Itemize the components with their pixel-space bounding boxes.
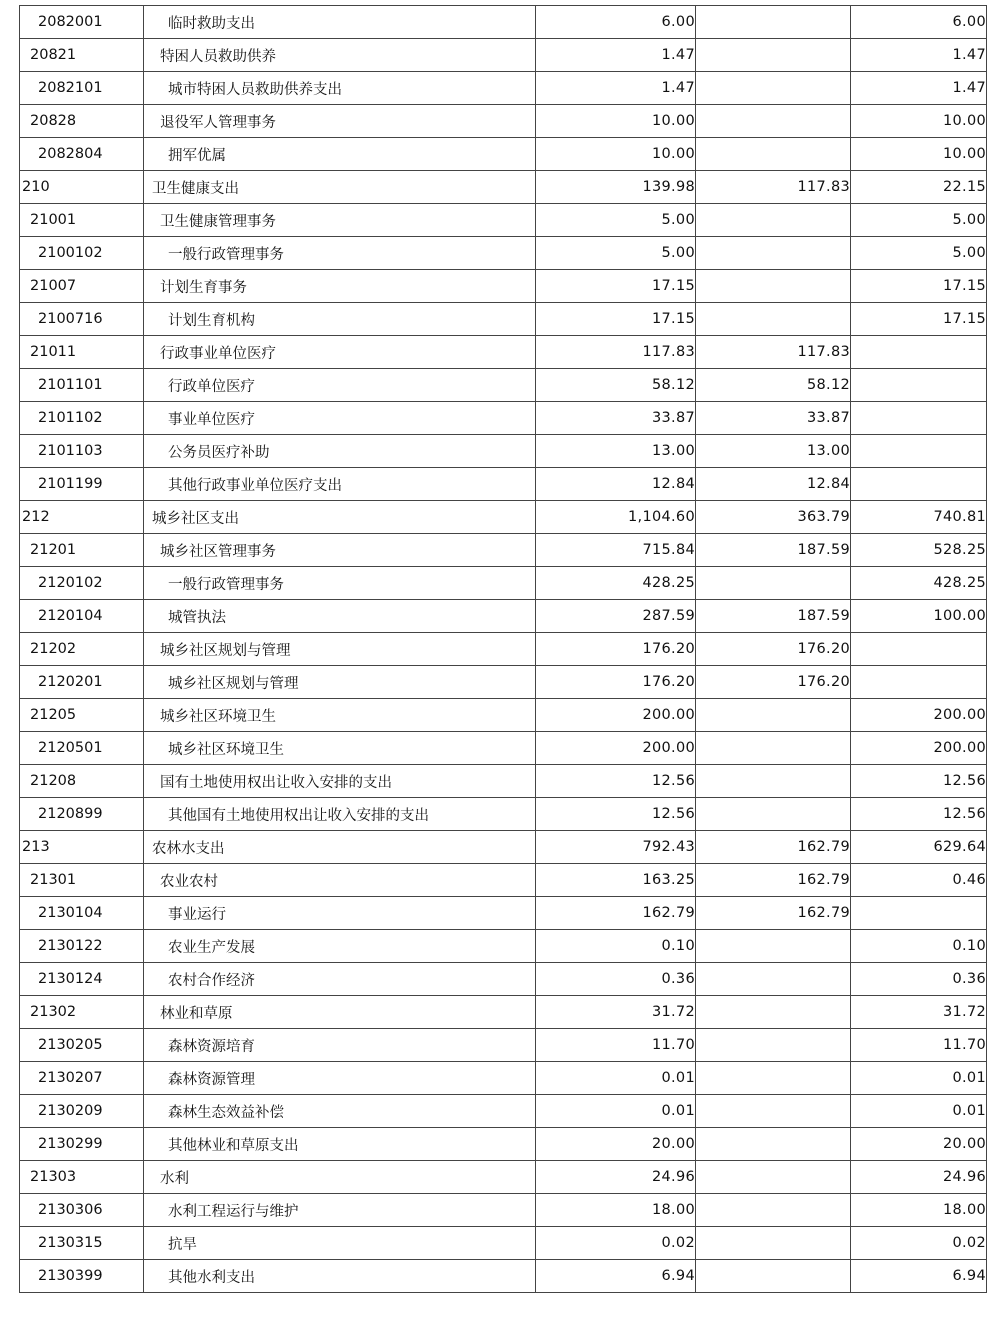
project-expenditure-cell: 24.96 bbox=[851, 1161, 987, 1194]
subject-code-cell: 2130306 bbox=[20, 1194, 144, 1227]
subject-name-cell: 林业和草原 bbox=[144, 996, 536, 1029]
subject-name-cell: 行政事业单位医疗 bbox=[144, 336, 536, 369]
basic-expenditure-cell: 363.79 bbox=[696, 501, 851, 534]
project-expenditure-cell: 6.94 bbox=[851, 1260, 987, 1293]
total-amount-cell: 17.15 bbox=[536, 303, 696, 336]
project-expenditure-cell: 0.01 bbox=[851, 1095, 987, 1128]
subject-code-cell: 20828 bbox=[20, 105, 144, 138]
project-expenditure-cell bbox=[851, 336, 987, 369]
subject-code-cell: 21202 bbox=[20, 633, 144, 666]
basic-expenditure-cell bbox=[696, 930, 851, 963]
subject-code-cell: 2120899 bbox=[20, 798, 144, 831]
project-expenditure-cell: 22.15 bbox=[851, 171, 987, 204]
subject-code-cell: 21301 bbox=[20, 864, 144, 897]
subject-code-cell: 20821 bbox=[20, 39, 144, 72]
subject-name-cell: 城乡社区环境卫生 bbox=[144, 732, 536, 765]
project-expenditure-cell: 20.00 bbox=[851, 1128, 987, 1161]
total-amount-cell: 162.79 bbox=[536, 897, 696, 930]
subject-name-cell: 国有土地使用权出让收入安排的支出 bbox=[144, 765, 536, 798]
subject-name-cell: 森林生态效益补偿 bbox=[144, 1095, 536, 1128]
subject-code-cell: 2130299 bbox=[20, 1128, 144, 1161]
table-row bbox=[20, 138, 987, 171]
project-expenditure-cell: 200.00 bbox=[851, 732, 987, 765]
total-amount-cell: 0.10 bbox=[536, 930, 696, 963]
subject-code-cell: 2120201 bbox=[20, 666, 144, 699]
subject-name-cell: 农林水支出 bbox=[144, 831, 536, 864]
subject-name-cell: 城乡社区管理事务 bbox=[144, 534, 536, 567]
project-expenditure-cell: 200.00 bbox=[851, 699, 987, 732]
basic-expenditure-cell bbox=[696, 237, 851, 270]
basic-expenditure-cell: 117.83 bbox=[696, 336, 851, 369]
subject-name-cell: 其他林业和草原支出 bbox=[144, 1128, 536, 1161]
total-amount-cell: 58.12 bbox=[536, 369, 696, 402]
basic-expenditure-cell bbox=[696, 1029, 851, 1062]
total-amount-cell: 139.98 bbox=[536, 171, 696, 204]
table-row bbox=[20, 732, 987, 765]
project-expenditure-cell bbox=[851, 633, 987, 666]
table-row bbox=[20, 765, 987, 798]
total-amount-cell: 200.00 bbox=[536, 699, 696, 732]
subject-code-cell: 2100716 bbox=[20, 303, 144, 336]
project-expenditure-cell: 1.47 bbox=[851, 72, 987, 105]
project-expenditure-cell: 0.46 bbox=[851, 864, 987, 897]
subject-name-cell: 一般行政管理事务 bbox=[144, 237, 536, 270]
total-amount-cell: 117.83 bbox=[536, 336, 696, 369]
basic-expenditure-cell bbox=[696, 1194, 851, 1227]
project-expenditure-cell: 0.10 bbox=[851, 930, 987, 963]
project-expenditure-cell: 12.56 bbox=[851, 765, 987, 798]
table-row bbox=[20, 1227, 987, 1260]
basic-expenditure-cell: 12.84 bbox=[696, 468, 851, 501]
subject-code-cell: 2130104 bbox=[20, 897, 144, 930]
basic-expenditure-cell bbox=[696, 1161, 851, 1194]
subject-code-cell: 21205 bbox=[20, 699, 144, 732]
project-expenditure-cell: 17.15 bbox=[851, 303, 987, 336]
project-expenditure-cell: 629.64 bbox=[851, 831, 987, 864]
subject-name-cell: 农业生产发展 bbox=[144, 930, 536, 963]
table-row bbox=[20, 402, 987, 435]
table-row bbox=[20, 897, 987, 930]
table-row bbox=[20, 501, 987, 534]
subject-name-cell: 退役军人管理事务 bbox=[144, 105, 536, 138]
basic-expenditure-cell: 13.00 bbox=[696, 435, 851, 468]
project-expenditure-cell: 17.15 bbox=[851, 270, 987, 303]
basic-expenditure-cell: 176.20 bbox=[696, 666, 851, 699]
subject-code-cell: 2120501 bbox=[20, 732, 144, 765]
table-row bbox=[20, 666, 987, 699]
subject-code-cell: 21011 bbox=[20, 336, 144, 369]
subject-name-cell: 农业农村 bbox=[144, 864, 536, 897]
basic-expenditure-cell bbox=[696, 39, 851, 72]
total-amount-cell: 31.72 bbox=[536, 996, 696, 1029]
basic-expenditure-cell bbox=[696, 765, 851, 798]
table-row bbox=[20, 1029, 987, 1062]
basic-expenditure-cell: 162.79 bbox=[696, 897, 851, 930]
table-row bbox=[20, 468, 987, 501]
total-amount-cell: 13.00 bbox=[536, 435, 696, 468]
table-row bbox=[20, 237, 987, 270]
total-amount-cell: 0.36 bbox=[536, 963, 696, 996]
total-amount-cell: 33.87 bbox=[536, 402, 696, 435]
subject-name-cell: 城乡社区环境卫生 bbox=[144, 699, 536, 732]
subject-name-cell: 事业运行 bbox=[144, 897, 536, 930]
subject-name-cell: 农村合作经济 bbox=[144, 963, 536, 996]
basic-expenditure-cell bbox=[696, 204, 851, 237]
subject-code-cell: 2101103 bbox=[20, 435, 144, 468]
subject-name-cell: 城乡社区规划与管理 bbox=[144, 633, 536, 666]
project-expenditure-cell bbox=[851, 402, 987, 435]
subject-code-cell: 2130399 bbox=[20, 1260, 144, 1293]
total-amount-cell: 176.20 bbox=[536, 633, 696, 666]
total-amount-cell: 0.01 bbox=[536, 1095, 696, 1128]
total-amount-cell: 163.25 bbox=[536, 864, 696, 897]
total-amount-cell: 6.00 bbox=[536, 6, 696, 39]
total-amount-cell: 12.56 bbox=[536, 765, 696, 798]
subject-code-cell: 212 bbox=[20, 501, 144, 534]
project-expenditure-cell: 100.00 bbox=[851, 600, 987, 633]
subject-code-cell: 2130124 bbox=[20, 963, 144, 996]
table-row bbox=[20, 105, 987, 138]
project-expenditure-cell bbox=[851, 435, 987, 468]
table-row bbox=[20, 534, 987, 567]
table-row bbox=[20, 930, 987, 963]
table-row bbox=[20, 963, 987, 996]
subject-code-cell: 2130315 bbox=[20, 1227, 144, 1260]
basic-expenditure-cell: 187.59 bbox=[696, 600, 851, 633]
basic-expenditure-cell bbox=[696, 567, 851, 600]
subject-code-cell: 21201 bbox=[20, 534, 144, 567]
basic-expenditure-cell bbox=[696, 1128, 851, 1161]
table-row bbox=[20, 600, 987, 633]
total-amount-cell: 17.15 bbox=[536, 270, 696, 303]
total-amount-cell: 428.25 bbox=[536, 567, 696, 600]
subject-name-cell: 卫生健康管理事务 bbox=[144, 204, 536, 237]
subject-name-cell: 卫生健康支出 bbox=[144, 171, 536, 204]
total-amount-cell: 0.01 bbox=[536, 1062, 696, 1095]
table-row bbox=[20, 831, 987, 864]
project-expenditure-cell: 10.00 bbox=[851, 105, 987, 138]
basic-expenditure-cell bbox=[696, 303, 851, 336]
project-expenditure-cell: 0.36 bbox=[851, 963, 987, 996]
project-expenditure-cell: 740.81 bbox=[851, 501, 987, 534]
basic-expenditure-cell: 58.12 bbox=[696, 369, 851, 402]
subject-code-cell: 2100102 bbox=[20, 237, 144, 270]
basic-expenditure-cell bbox=[696, 963, 851, 996]
subject-code-cell: 2130122 bbox=[20, 930, 144, 963]
basic-expenditure-cell: 162.79 bbox=[696, 864, 851, 897]
total-amount-cell: 1,104.60 bbox=[536, 501, 696, 534]
project-expenditure-cell: 1.47 bbox=[851, 39, 987, 72]
subject-code-cell: 2130207 bbox=[20, 1062, 144, 1095]
total-amount-cell: 5.00 bbox=[536, 237, 696, 270]
project-expenditure-cell bbox=[851, 897, 987, 930]
total-amount-cell: 12.56 bbox=[536, 798, 696, 831]
total-amount-cell: 1.47 bbox=[536, 39, 696, 72]
basic-expenditure-cell bbox=[696, 732, 851, 765]
project-expenditure-cell: 528.25 bbox=[851, 534, 987, 567]
subject-name-cell: 计划生育事务 bbox=[144, 270, 536, 303]
project-expenditure-cell: 18.00 bbox=[851, 1194, 987, 1227]
subject-code-cell: 21208 bbox=[20, 765, 144, 798]
subject-name-cell: 事业单位医疗 bbox=[144, 402, 536, 435]
subject-code-cell: 213 bbox=[20, 831, 144, 864]
project-expenditure-cell: 428.25 bbox=[851, 567, 987, 600]
subject-code-cell: 2082804 bbox=[20, 138, 144, 171]
table-row bbox=[20, 39, 987, 72]
table-row bbox=[20, 1095, 987, 1128]
basic-expenditure-cell: 117.83 bbox=[696, 171, 851, 204]
total-amount-cell: 10.00 bbox=[536, 138, 696, 171]
basic-expenditure-cell bbox=[696, 138, 851, 171]
table-row bbox=[20, 1194, 987, 1227]
subject-code-cell: 2101199 bbox=[20, 468, 144, 501]
total-amount-cell: 10.00 bbox=[536, 105, 696, 138]
project-expenditure-cell: 11.70 bbox=[851, 1029, 987, 1062]
subject-code-cell: 2130209 bbox=[20, 1095, 144, 1128]
table-row bbox=[20, 567, 987, 600]
project-expenditure-cell: 5.00 bbox=[851, 237, 987, 270]
table-row bbox=[20, 171, 987, 204]
subject-code-cell: 2082001 bbox=[20, 6, 144, 39]
total-amount-cell: 287.59 bbox=[536, 600, 696, 633]
subject-name-cell: 森林资源培育 bbox=[144, 1029, 536, 1062]
total-amount-cell: 176.20 bbox=[536, 666, 696, 699]
subject-code-cell: 210 bbox=[20, 171, 144, 204]
table-row bbox=[20, 369, 987, 402]
subject-name-cell: 水利工程运行与维护 bbox=[144, 1194, 536, 1227]
basic-expenditure-cell bbox=[696, 270, 851, 303]
table-row bbox=[20, 303, 987, 336]
total-amount-cell: 5.00 bbox=[536, 204, 696, 237]
subject-code-cell: 2120104 bbox=[20, 600, 144, 633]
subject-code-cell: 2101101 bbox=[20, 369, 144, 402]
project-expenditure-cell bbox=[851, 369, 987, 402]
subject-name-cell: 城市特困人员救助供养支出 bbox=[144, 72, 536, 105]
subject-code-cell: 21302 bbox=[20, 996, 144, 1029]
subject-name-cell: 森林资源管理 bbox=[144, 1062, 536, 1095]
basic-expenditure-cell bbox=[696, 1095, 851, 1128]
subject-name-cell: 其他行政事业单位医疗支出 bbox=[144, 468, 536, 501]
basic-expenditure-cell bbox=[696, 105, 851, 138]
subject-name-cell: 抗旱 bbox=[144, 1227, 536, 1260]
total-amount-cell: 20.00 bbox=[536, 1128, 696, 1161]
table-row bbox=[20, 6, 987, 39]
subject-name-cell: 拥军优属 bbox=[144, 138, 536, 171]
basic-expenditure-cell bbox=[696, 1227, 851, 1260]
table-row bbox=[20, 633, 987, 666]
subject-name-cell: 计划生育机构 bbox=[144, 303, 536, 336]
basic-expenditure-cell: 176.20 bbox=[696, 633, 851, 666]
subject-name-cell: 临时救助支出 bbox=[144, 6, 536, 39]
table-row bbox=[20, 72, 987, 105]
project-expenditure-cell: 6.00 bbox=[851, 6, 987, 39]
subject-name-cell: 其他水利支出 bbox=[144, 1260, 536, 1293]
table-row bbox=[20, 1161, 987, 1194]
subject-name-cell: 公务员医疗补助 bbox=[144, 435, 536, 468]
total-amount-cell: 6.94 bbox=[536, 1260, 696, 1293]
project-expenditure-cell: 31.72 bbox=[851, 996, 987, 1029]
table-row bbox=[20, 996, 987, 1029]
table-row bbox=[20, 1260, 987, 1293]
project-expenditure-cell: 0.01 bbox=[851, 1062, 987, 1095]
total-amount-cell: 792.43 bbox=[536, 831, 696, 864]
subject-name-cell: 城管执法 bbox=[144, 600, 536, 633]
subject-name-cell: 其他国有土地使用权出让收入安排的支出 bbox=[144, 798, 536, 831]
table-row bbox=[20, 699, 987, 732]
table-row bbox=[20, 1128, 987, 1161]
basic-expenditure-cell bbox=[696, 1062, 851, 1095]
project-expenditure-cell: 5.00 bbox=[851, 204, 987, 237]
basic-expenditure-cell bbox=[696, 699, 851, 732]
table-row bbox=[20, 204, 987, 237]
subject-name-cell: 行政单位医疗 bbox=[144, 369, 536, 402]
basic-expenditure-cell: 187.59 bbox=[696, 534, 851, 567]
table-row bbox=[20, 435, 987, 468]
project-expenditure-cell: 12.56 bbox=[851, 798, 987, 831]
basic-expenditure-cell bbox=[696, 6, 851, 39]
basic-expenditure-cell bbox=[696, 798, 851, 831]
table-body bbox=[20, 6, 987, 1293]
total-amount-cell: 1.47 bbox=[536, 72, 696, 105]
project-expenditure-cell: 0.02 bbox=[851, 1227, 987, 1260]
total-amount-cell: 0.02 bbox=[536, 1227, 696, 1260]
table-row bbox=[20, 336, 987, 369]
basic-expenditure-cell bbox=[696, 996, 851, 1029]
basic-expenditure-cell: 33.87 bbox=[696, 402, 851, 435]
table-row bbox=[20, 798, 987, 831]
table-row bbox=[20, 1062, 987, 1095]
subject-code-cell: 2101102 bbox=[20, 402, 144, 435]
basic-expenditure-cell: 162.79 bbox=[696, 831, 851, 864]
subject-name-cell: 一般行政管理事务 bbox=[144, 567, 536, 600]
total-amount-cell: 11.70 bbox=[536, 1029, 696, 1062]
total-amount-cell: 715.84 bbox=[536, 534, 696, 567]
table-row bbox=[20, 270, 987, 303]
subject-code-cell: 2130205 bbox=[20, 1029, 144, 1062]
total-amount-cell: 12.84 bbox=[536, 468, 696, 501]
subject-code-cell: 21303 bbox=[20, 1161, 144, 1194]
basic-expenditure-cell bbox=[696, 1260, 851, 1293]
subject-code-cell: 2120102 bbox=[20, 567, 144, 600]
subject-code-cell: 2082101 bbox=[20, 72, 144, 105]
subject-name-cell: 水利 bbox=[144, 1161, 536, 1194]
total-amount-cell: 200.00 bbox=[536, 732, 696, 765]
project-expenditure-cell: 10.00 bbox=[851, 138, 987, 171]
table-row bbox=[20, 864, 987, 897]
project-expenditure-cell bbox=[851, 468, 987, 501]
subject-name-cell: 特困人员救助供养 bbox=[144, 39, 536, 72]
total-amount-cell: 24.96 bbox=[536, 1161, 696, 1194]
project-expenditure-cell bbox=[851, 666, 987, 699]
subject-code-cell: 21001 bbox=[20, 204, 144, 237]
subject-name-cell: 城乡社区支出 bbox=[144, 501, 536, 534]
budget-expenditure-table bbox=[19, 5, 987, 1293]
subject-code-cell: 21007 bbox=[20, 270, 144, 303]
total-amount-cell: 18.00 bbox=[536, 1194, 696, 1227]
basic-expenditure-cell bbox=[696, 72, 851, 105]
subject-name-cell: 城乡社区规划与管理 bbox=[144, 666, 536, 699]
